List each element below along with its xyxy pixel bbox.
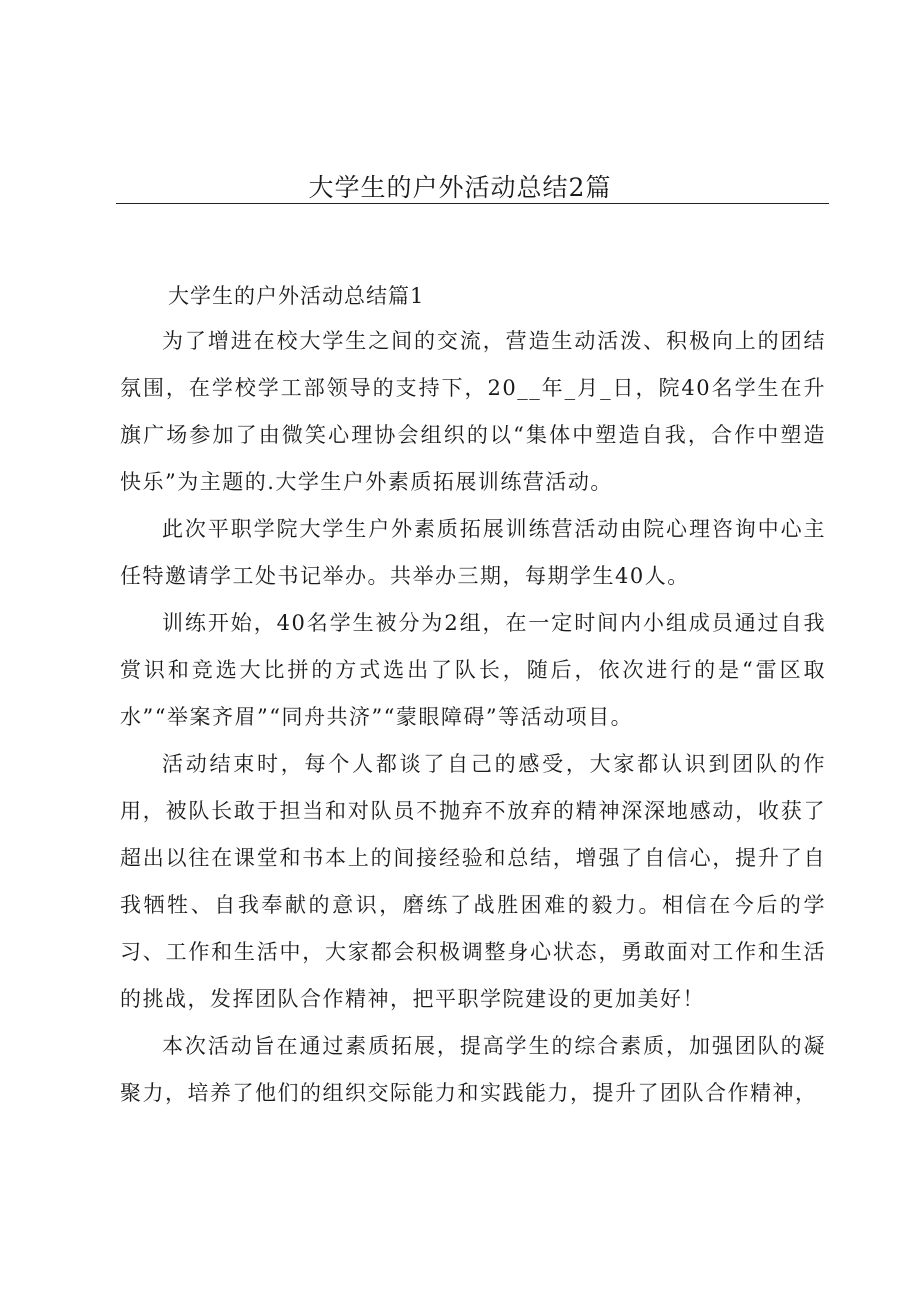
document-title: 大学生的户外活动总结2篇 [308, 173, 612, 202]
document-body [120, 274, 826, 1117]
paragraph-4: 活动结束时，每个人都谈了自己的感受，大家都认识到团队的作用，被队长敢于担当和对队员不抛弃不放弃的精神深深地感动，收获了超出以往在课堂和书本上的间接经验和总结，增强了自信心，提升了自我牺牲、自我奉献的意识，磨练了战胜困难的毅力。相信在今后的学习、工作和生活中，大家都会积极调整身心状态，勇敢面对工作和生活的挑战，发挥团队合作精神，把平职学院建设的更加美好！ [120, 752, 826, 1011]
paragraph-3: 训练开始，40名学生被分为2组，在一定时间内小组成员通过自我赏识和竞选大比拼的方式选出了队长，随后，依次进行的是“雷区取水”“举案齐眉”“同舟共济”“蒙眼障碍”等活动项目。 [120, 611, 826, 729]
title-underline-rule [116, 203, 829, 204]
paragraph-5: 本次活动旨在通过素质拓展，提高学生的综合素质，加强团队的凝聚力，培养了他们的组织交际能力和实践能力，提升了团队合作精神， [120, 1034, 826, 1105]
section-heading: 大学生的户外活动总结篇1 [168, 284, 425, 308]
paragraph-1: 为了增进在校大学生之间的交流，营造生动活泼、积极向上的团结氛围，在学校学工部领导的支持下，20__年_月_日，院40名学生在升旗广场参加了由微笑心理协会组织的以“集体中塑造自我，合作中塑造快乐”为主题的.大学生户外素质拓展训练营活动。 [120, 329, 826, 494]
paragraph-2: 此次平职学院大学生户外素质拓展训练营活动由院心理咨询中心主任特邀请学工处书记举办。共举办三期，每期学生40人。 [120, 517, 826, 588]
